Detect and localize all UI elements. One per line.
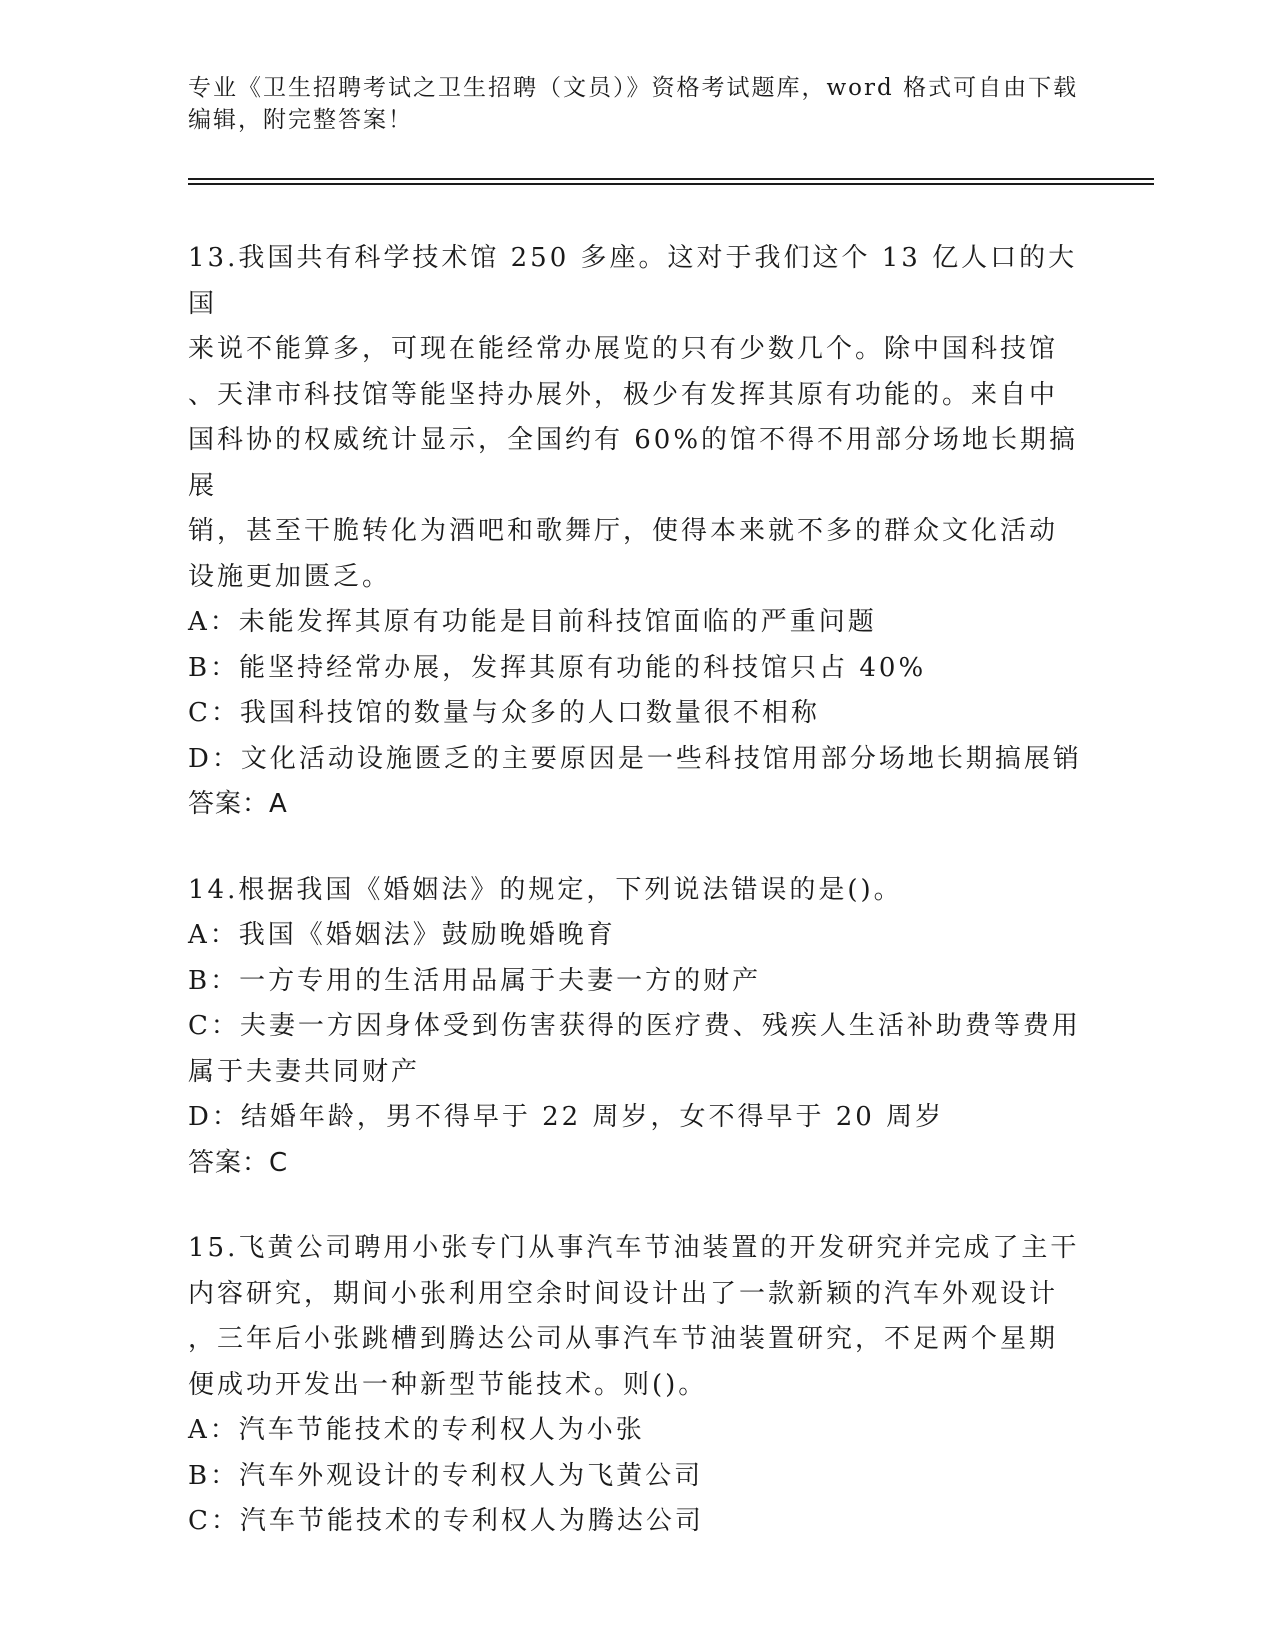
question-stem-line: 销，甚至干脆转化为酒吧和歌舞厅，使得本来就不多的群众文化活动 xyxy=(188,516,1059,546)
question-stem-line: 、天津市科技馆等能坚持办展外，极少有发挥其原有功能的。来自中 xyxy=(188,379,1059,410)
question-stem-line: 来说不能算多，可现在能经常办展览的只有少数几个。除中国科技馆 xyxy=(188,334,1059,364)
question-stem-line: 13.我国共有科学技术馆 250 多座。这对于我们这个 13 亿人口的大国 xyxy=(188,243,1078,319)
question-15 xyxy=(188,1226,1088,1545)
option-line: 属于夫妻共同财产 xyxy=(188,1056,421,1087)
header-rule-bottom xyxy=(188,183,1154,185)
question-stem-line: 便成功开发出一种新型节能技术。则()。 xyxy=(188,1369,708,1400)
question-list xyxy=(188,236,1088,1585)
option-line: C：我国科技馆的数量与众多的人口数量很不相称 xyxy=(188,698,820,728)
option-line: A：未能发挥其原有功能是目前科技馆面临的严重问题 xyxy=(188,607,877,637)
question-stem-line: 国科协的权威统计显示，全国约有 60%的馆不得不用部分场地长期搞展 xyxy=(188,425,1079,501)
answer-label: 答案：A xyxy=(188,789,288,819)
header-line-2: 编辑，附完整答案！ xyxy=(188,107,413,133)
document-header xyxy=(188,72,1088,136)
header-line-1: 专业《卫生招聘考试之卫生招聘（文员）》资格考试题库，word 格式可自由下载 xyxy=(188,75,1079,101)
option-line: D：结婚年龄，男不得早于 22 周岁，女不得早于 20 周岁 xyxy=(188,1102,945,1132)
question-stem-line: 内容研究，期间小张利用空余时间设计出了一款新颖的汽车外观设计 xyxy=(188,1278,1059,1309)
question-stem-line: 设施更加匮乏。 xyxy=(188,561,392,592)
option-line: B：能坚持经常办展，发挥其原有功能的科技馆只占 40% xyxy=(188,652,927,683)
question-14 xyxy=(188,868,1088,1187)
option-line: B：一方专用的生活用品属于夫妻一方的财产 xyxy=(188,965,762,996)
option-line: A：我国《婚姻法》鼓励晚婚晚育 xyxy=(188,920,616,950)
option-line: A：汽车节能技术的专利权人为小张 xyxy=(188,1415,645,1445)
question-13 xyxy=(188,236,1088,828)
header-rule-top xyxy=(188,178,1154,180)
option-line: C：夫妻一方因身体受到伤害获得的医疗费、残疾人生活补助费等费用 xyxy=(188,1011,1081,1041)
option-line: C：汽车节能技术的专利权人为腾达公司 xyxy=(188,1506,704,1536)
question-stem-line: ，三年后小张跳槽到腾达公司从事汽车节油装置研究，不足两个星期 xyxy=(188,1324,1059,1354)
option-line: B：汽车外观设计的专利权人为飞黄公司 xyxy=(188,1460,704,1491)
option-line: D：文化活动设施匮乏的主要原因是一些科技馆用部分场地长期搞展销 xyxy=(188,743,1082,774)
question-stem-line: 14.根据我国《婚姻法》的规定，下列说法错误的是()。 xyxy=(188,874,903,905)
question-stem-line: 15.飞黄公司聘用小张专门从事汽车节油装置的开发研究并完成了主干 xyxy=(188,1233,1080,1263)
answer-label: 答案：C xyxy=(188,1147,289,1178)
